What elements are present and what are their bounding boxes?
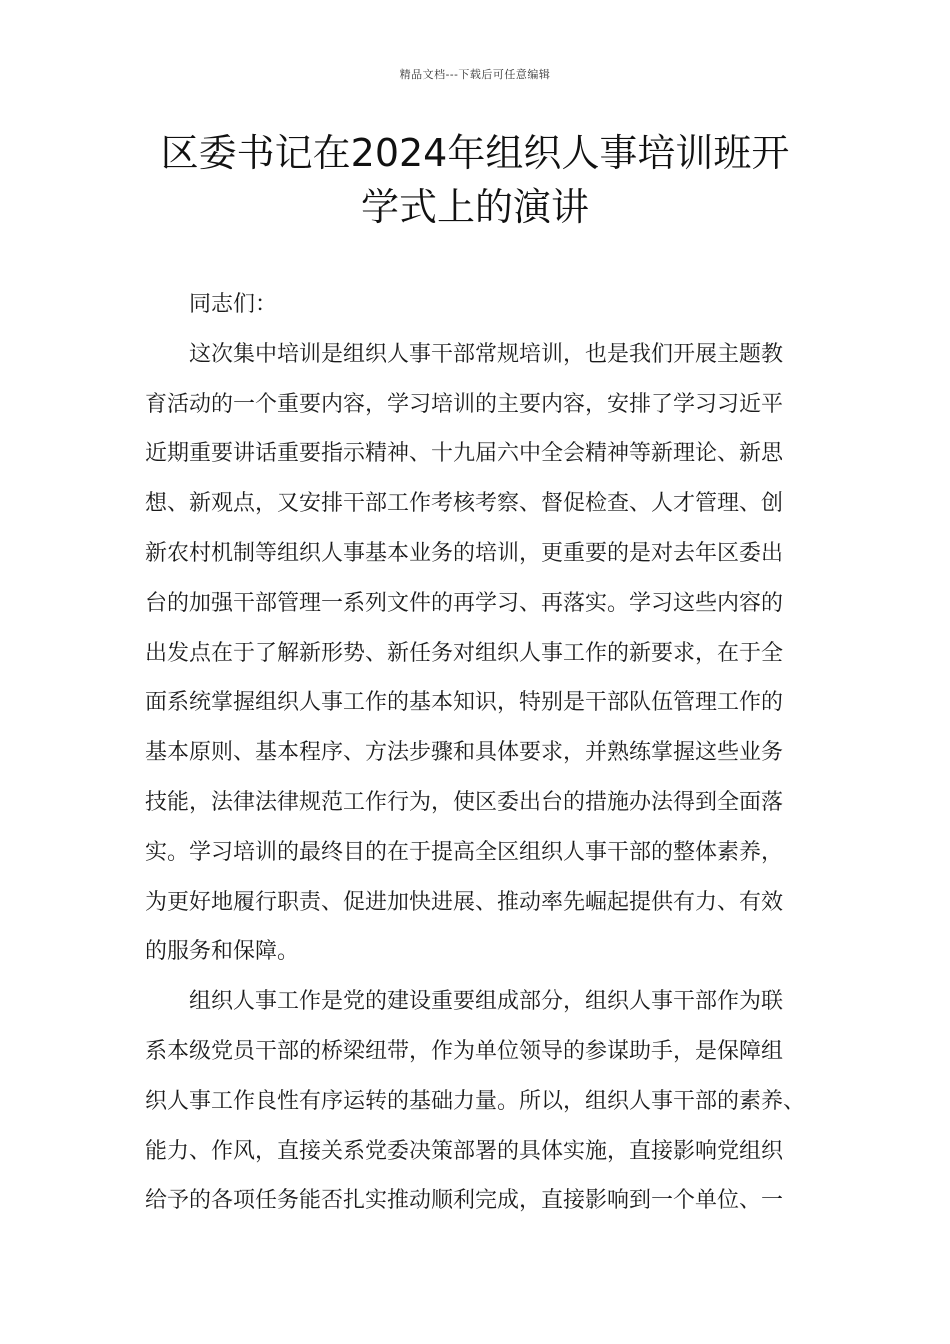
paragraph-line: 面系统掌握组织人事工作的基本知识，特别是干部队伍管理工作的 [145,690,784,716]
paragraph-line: 能力、作风，直接关系党委决策部署的具体实施，直接影响党组织 [145,1138,784,1164]
paragraph-line: 新农村机制等组织人事基本业务的培训，更重要的是对去年区委出 [145,540,784,566]
document-body [145,280,810,1226]
paragraph-line: 为更好地履行职责、促进加快进展、推动率先崛起提供有力、有效 [145,889,784,915]
title-line-1: 区委书记在2024年组织人事培训班开 [160,131,790,175]
paragraph-line: 出发点在于了解新形势、新任务对组织人事工作的新要求，在于全 [145,640,784,666]
document-title [140,126,810,234]
paragraph-line: 技能，法律法律规范工作行为，使区委出台的措施办法得到全面落 [145,789,784,815]
paragraph-line: 系本级党员干部的桥梁纽带，作为单位领导的参谋助手，是保障组 [145,1038,784,1064]
paragraph-line: 实。学习培训的最终目的在于提高全区组织人事干部的整体素养， [145,839,784,865]
paragraph-line: 给予的各项任务能否扎实推动顺利完成，直接影响到一个单位、一 [145,1188,784,1214]
paragraph-line: 这次集中培训是组织人事干部常规培训，也是我们开展主题教 [189,341,784,367]
paragraph-line: 近期重要讲话重要指示精神、十九届六中全会精神等新理论、新思 [145,441,784,467]
title-line-2: 学式上的演讲 [360,185,589,229]
paragraph-line: 台的加强干部管理一系列文件的再学习、再落实。学习这些内容的 [145,590,784,616]
paragraph-line: 育活动的一个重要内容，学习培训的主要内容，安排了学习习近平 [145,391,784,417]
header-note: 精品文档---下载后可任意编辑 [399,68,551,81]
paragraph-line: 织人事工作良性有序运转的基础力量。所以，组织人事干部的素养、 [145,1088,806,1114]
paragraph-1 [145,330,810,977]
paragraph-2 [145,977,810,1226]
salutation: 同志们： [189,292,278,317]
paragraph-line: 想、新观点，又安排干部工作考核考察、督促检查、人才管理、创 [145,491,784,517]
paragraph-line: 的服务和保障。 [145,939,300,965]
paragraph-line: 基本原则、基本程序、方法步骤和具体要求，并熟练掌握这些业务 [145,740,784,766]
paragraph-line: 组织人事工作是党的建设重要组成部分，组织人事干部作为联 [189,989,784,1015]
